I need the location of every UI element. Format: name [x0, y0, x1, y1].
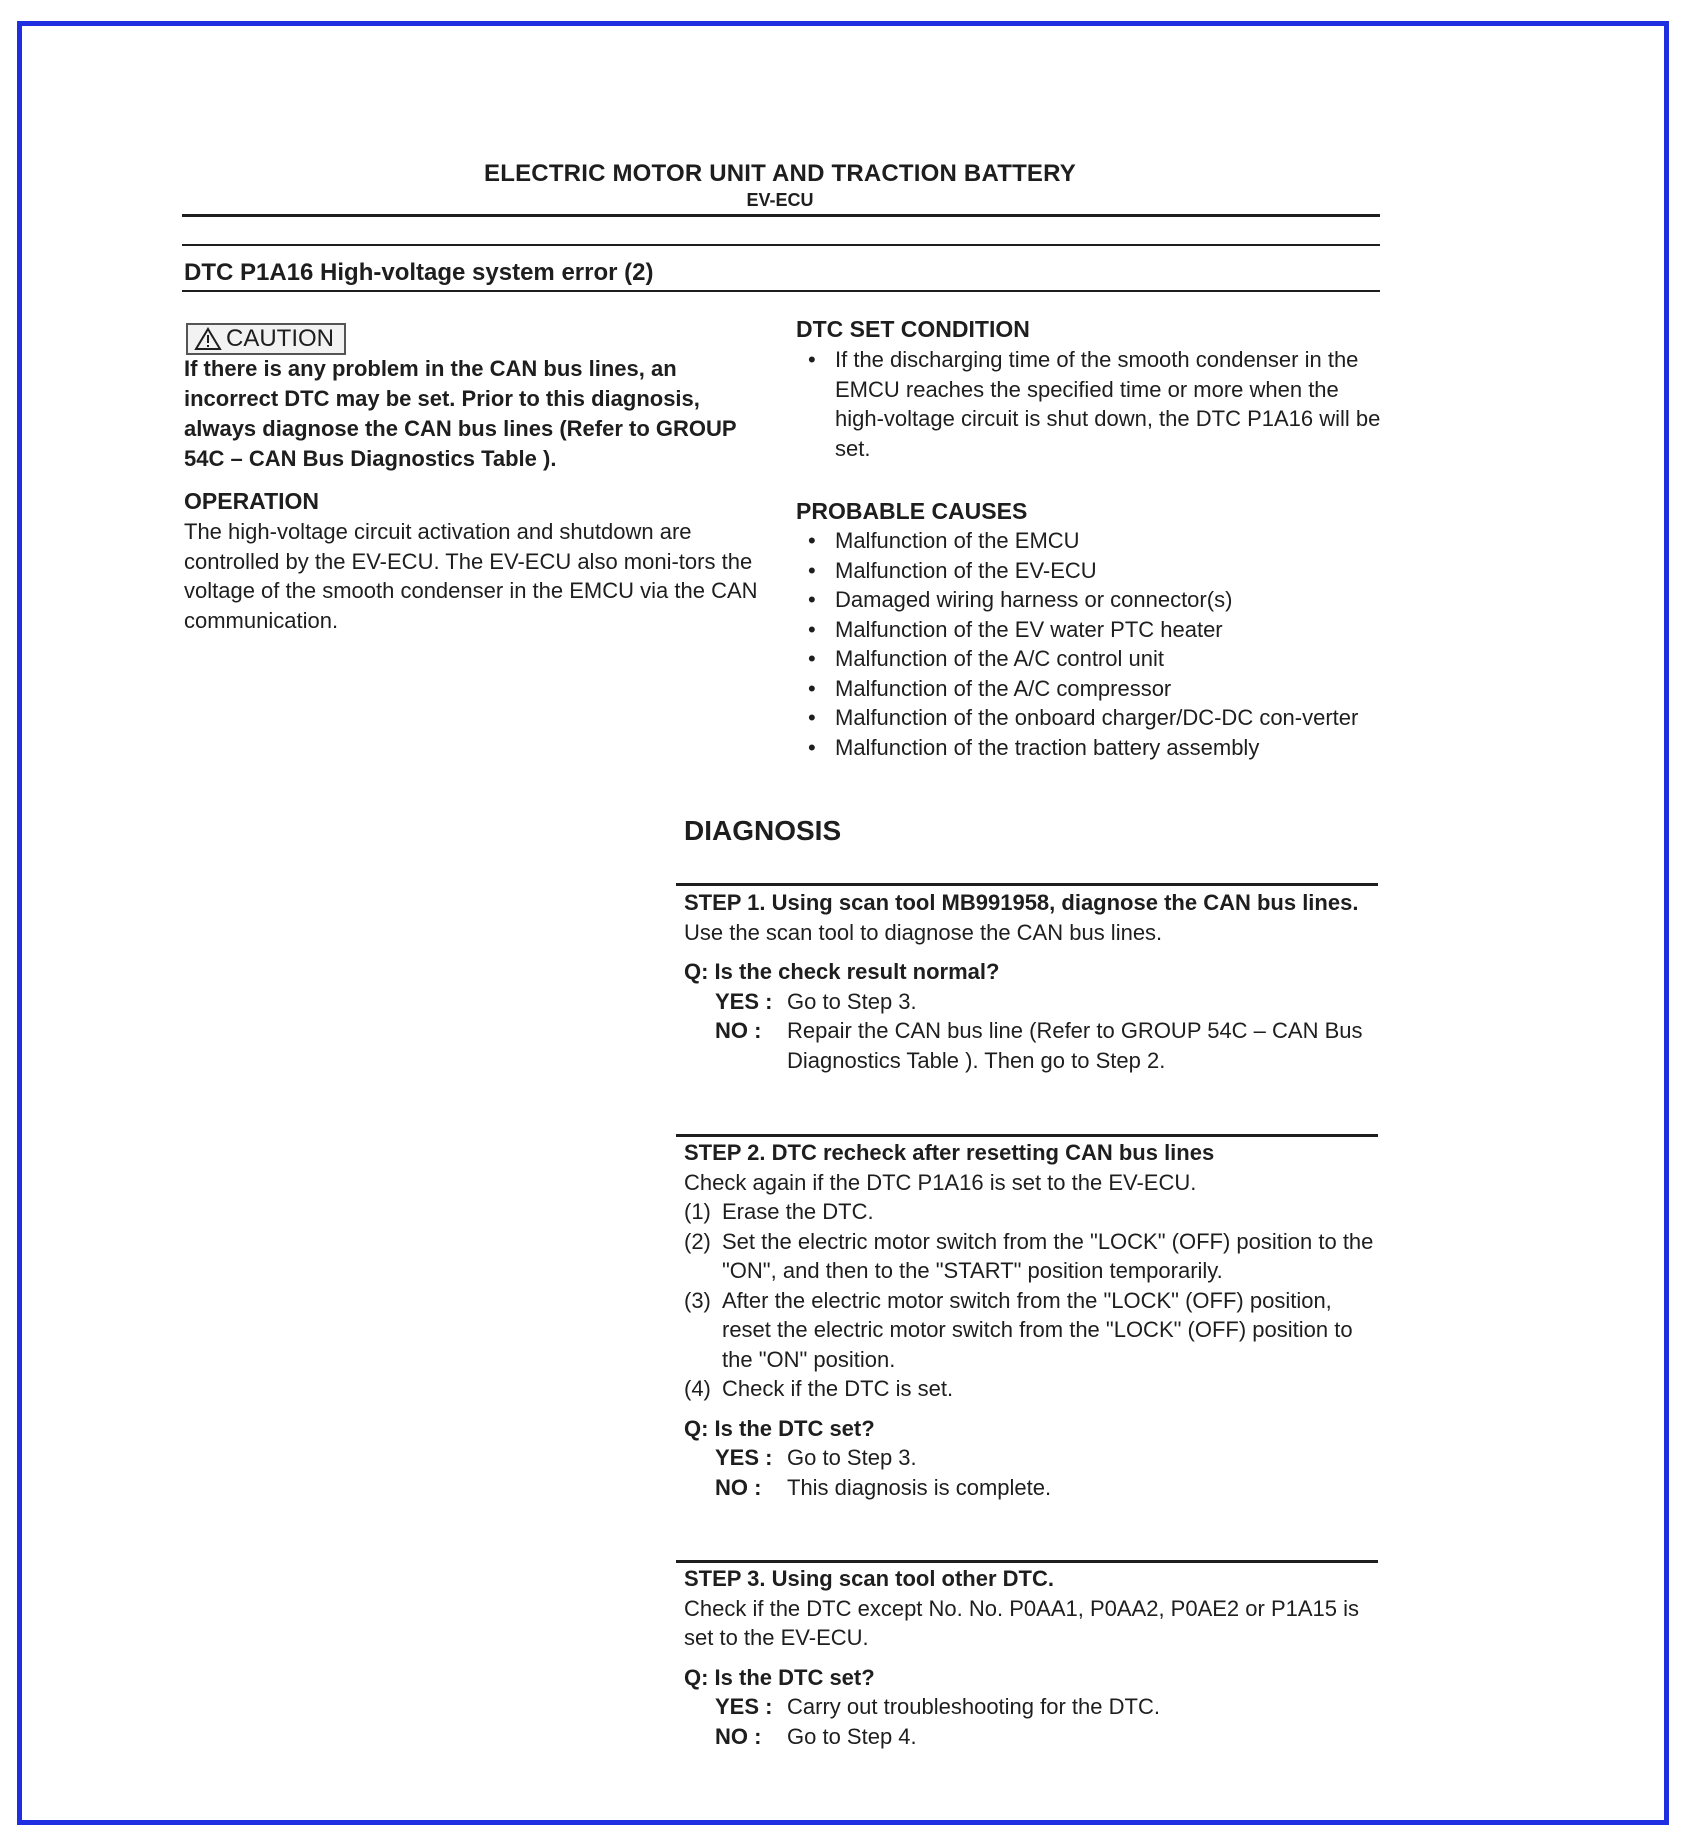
step3-yes [715, 1692, 1384, 1722]
cause-item: • Malfunction of the EMCU [796, 526, 1386, 556]
header-rule [182, 214, 1380, 217]
step3-rule [676, 1560, 1378, 1563]
step1-yes [715, 987, 1384, 1017]
yes-text: Go to Step 3. [787, 988, 917, 1014]
step1-no [715, 1016, 1384, 1075]
caution-label: CAUTION [226, 325, 334, 352]
step3-title: STEP 3. Using scan tool other DTC. [684, 1566, 1054, 1591]
step2-title: STEP 2. DTC recheck after resetting CAN bus lines [684, 1140, 1215, 1165]
no-text: This diagnosis is complete. [787, 1474, 1052, 1500]
cause-item: • Malfunction of the A/C compressor [796, 674, 1386, 704]
step2-text: Check again if the DTC P1A16 is set to the EV-ECU. [684, 1169, 1197, 1195]
operation-heading: OPERATION [184, 488, 320, 514]
step1-title: STEP 1. Using scan tool MB991958, diagnose the CAN bus lines. [684, 890, 1359, 915]
step2-item [684, 1286, 1384, 1375]
yes-text: Carry out troubleshooting for the DTC. [787, 1694, 1160, 1719]
cause-item: • Malfunction of the EV-ECU [796, 556, 1386, 586]
yes-label: YES : [715, 1694, 773, 1719]
step2-no [715, 1473, 1384, 1503]
set-condition-heading: DTC SET CONDITION [796, 316, 1030, 342]
item-number: (4) [684, 1376, 711, 1401]
step1-block [684, 888, 1384, 1075]
step2-block [684, 1138, 1384, 1502]
title-rule-bottom [182, 290, 1380, 292]
step2-rule [676, 1134, 1378, 1137]
item-text: Set the electric motor switch from the "LOCK" (OFF) position to the "ON", and then to the "START" position temporarily. [722, 1228, 1374, 1283]
page-header-title: ELECTRIC MOTOR UNIT AND TRACTION BATTERY [484, 160, 1076, 187]
dtc-title: DTC P1A16 High-voltage system error (2) [184, 259, 654, 286]
operation-text: The high-voltage circuit activation and shutdown are controlled by the EV-ECU. The EV-ECU also moni-tors the voltage of the smooth condenser in the EMCU via the CAN communication. [184, 519, 758, 633]
step3-no [715, 1722, 1384, 1752]
no-label: NO : [715, 1018, 762, 1043]
yes-label: YES : [715, 988, 773, 1014]
caution-text: If there is any problem in the CAN bus lines, an incorrect DTC may be set. Prior to this diagnosis, always diagnose the CAN bus lines (Refer to GROUP 54C – CAN Bus Diagnostics Table ). [184, 356, 737, 471]
cause-item: • Malfunction of the A/C control unit [796, 644, 1386, 674]
step2-item [684, 1227, 1384, 1286]
caution-badge [186, 323, 346, 355]
step1-text: Use the scan tool to diagnose the CAN bus lines. [684, 919, 1163, 945]
cause-item: • Malfunction of the EV water PTC heater [796, 615, 1386, 645]
warning-triangle-icon [194, 327, 222, 351]
item-number: (3) [684, 1287, 711, 1313]
probable-causes-list [796, 526, 1386, 762]
yes-text: Go to Step 3. [787, 1445, 917, 1470]
step1-question: Q: Is the check result normal? [684, 959, 1000, 984]
no-label: NO : [715, 1474, 762, 1500]
no-text: Repair the CAN bus line (Refer to GROUP 54C – CAN Bus Diagnostics Table ). Then go to Step 2. [787, 1018, 1363, 1073]
set-condition-item: • If the discharging time of the smooth condenser in the EMCU reaches the specified time or more when the high-voltage circuit is shut down, the DTC P1A16 will be set. [796, 345, 1386, 463]
item-number: (1) [684, 1199, 711, 1224]
step3-text: Check if the DTC except No. No. P0AA1, P0AA2, P0AE2 or P1A15 is set to the EV-ECU. [684, 1595, 1359, 1650]
cause-item: • Malfunction of the onboard charger/DC-DC con-verter [796, 703, 1386, 733]
item-text: Erase the DTC. [722, 1199, 874, 1224]
no-text: Go to Step 4. [787, 1723, 917, 1749]
step2-yes [715, 1443, 1384, 1473]
step2-item [684, 1374, 1384, 1404]
step3-block [684, 1564, 1384, 1751]
item-number: (2) [684, 1228, 711, 1254]
cause-item: • Malfunction of the traction battery assembly [796, 733, 1386, 763]
step2-question: Q: Is the DTC set? [684, 1415, 875, 1441]
item-text: After the electric motor switch from the "LOCK" (OFF) position, reset the electric motor switch from the "LOCK" (OFF) position to the "ON" position. [722, 1287, 1353, 1372]
page-header-subtitle: EV-ECU [746, 190, 814, 210]
set-condition-list [796, 345, 1386, 463]
title-rule-top [182, 244, 1380, 246]
yes-label: YES : [715, 1445, 773, 1470]
cause-item: • Damaged wiring harness or connector(s) [796, 585, 1386, 615]
step2-item [684, 1197, 1384, 1227]
step3-question: Q: Is the DTC set? [684, 1664, 875, 1690]
item-text: Check if the DTC is set. [722, 1376, 954, 1401]
probable-causes-heading: PROBABLE CAUSES [796, 498, 1028, 524]
diagnosis-heading: DIAGNOSIS [684, 815, 842, 846]
no-label: NO : [715, 1723, 762, 1749]
step1-rule [676, 883, 1378, 886]
